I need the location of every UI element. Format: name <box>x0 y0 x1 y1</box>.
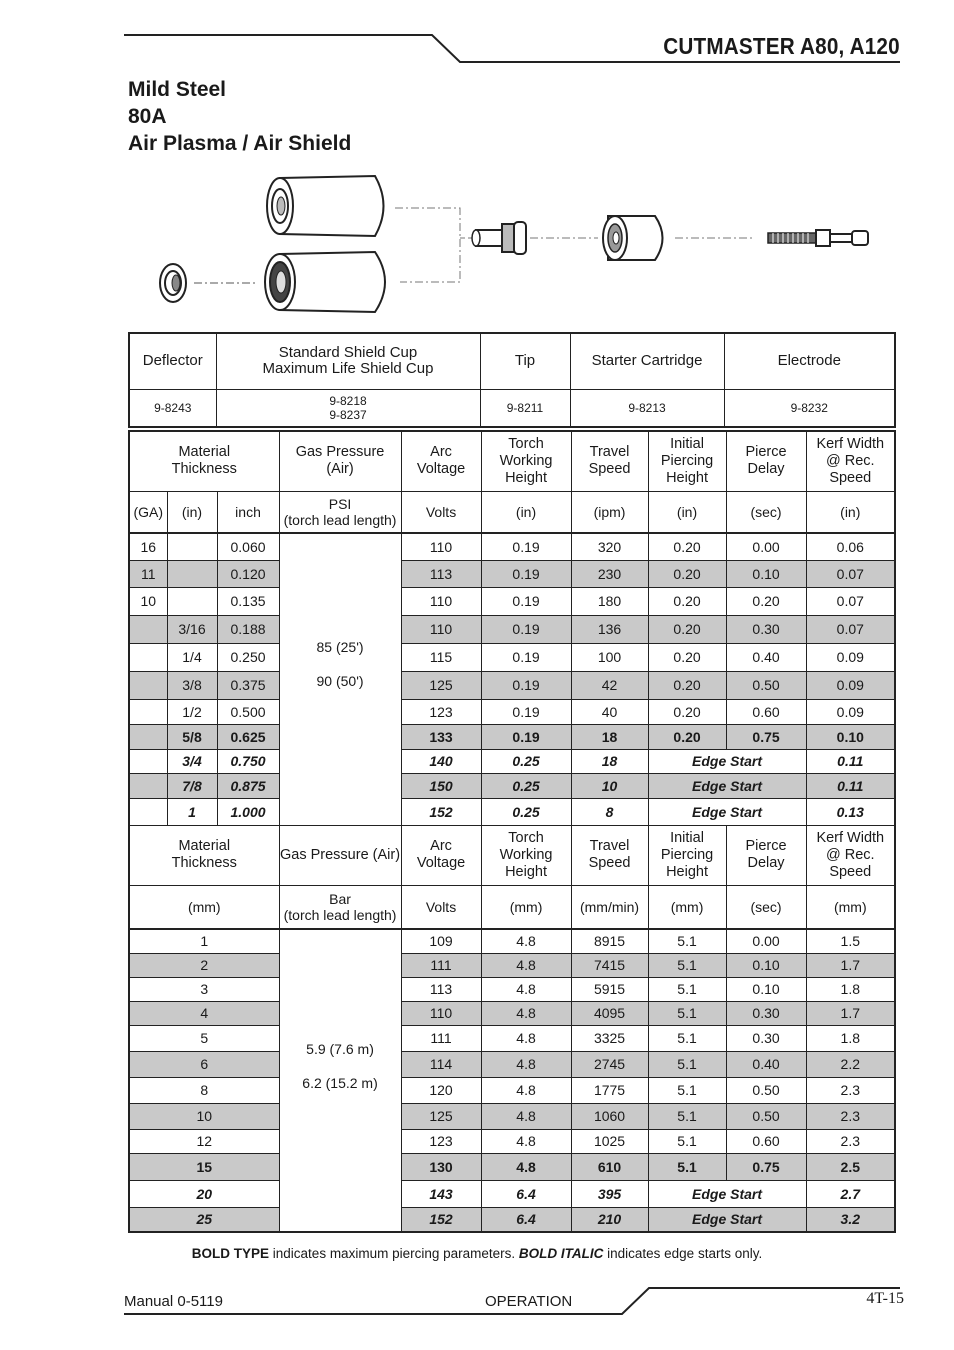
unit-kerf-metric: (mm) <box>806 885 895 929</box>
table-cell: 4.8 <box>481 929 571 953</box>
table-cell: 0.20 <box>648 533 726 560</box>
table-cell <box>129 798 167 825</box>
part-label-deflector: Deflector <box>129 333 216 389</box>
table-cell: 1.8 <box>806 1025 895 1051</box>
manual-title: CUTMASTER A80, A120 <box>663 33 900 59</box>
part-label-electrode: Electrode <box>724 333 895 389</box>
electrode-drawing <box>768 230 868 246</box>
table-cell: 5.1 <box>648 1129 726 1153</box>
gas-value: 85 (25') <box>316 639 364 656</box>
table-cell: 11 <box>129 560 167 587</box>
hdr-pierce-delay-metric: Pierce Delay <box>726 825 806 885</box>
table-cell: 1 <box>167 798 217 825</box>
table-cell: 5 <box>129 1025 279 1051</box>
section-name: OPERATION <box>485 1293 573 1310</box>
table-cell: 0.750 <box>217 749 279 773</box>
hdr-pierce-delay: Pierce Delay <box>726 431 806 491</box>
table-cell: 0.875 <box>217 773 279 798</box>
table-cell: 0.188 <box>217 615 279 643</box>
table-cell: 15 <box>129 1153 279 1180</box>
table-cell: 0.75 <box>726 1153 806 1180</box>
unit-bar: Bar (torch lead length) <box>279 885 401 929</box>
table-cell <box>167 533 217 560</box>
table-cell: 0.625 <box>217 724 279 749</box>
table-cell: 133 <box>401 724 481 749</box>
hdr-gas-pressure-metric: Gas Pressure (Air) <box>279 825 401 885</box>
table-cell: 5.1 <box>648 929 726 953</box>
table-cell: 2.3 <box>806 1129 895 1153</box>
table-cell <box>129 643 167 671</box>
table-cell: 0.10 <box>726 953 806 977</box>
page-heading <box>128 76 351 157</box>
metric-row <box>129 1051 895 1077</box>
table-cell: 0.40 <box>726 643 806 671</box>
table-cell: 4.8 <box>481 977 571 1001</box>
metric-section <box>129 825 895 929</box>
table-cell: 0.40 <box>726 1051 806 1077</box>
table-cell: 3/16 <box>167 615 217 643</box>
table-cell: 0.20 <box>648 699 726 724</box>
table-cell: 5.1 <box>648 1001 726 1025</box>
imperial-row <box>129 699 895 724</box>
table-cell: Edge Start <box>648 749 806 773</box>
table-cell: 2.3 <box>806 1103 895 1129</box>
table-cell: 1060 <box>571 1103 648 1129</box>
table-cell <box>129 671 167 699</box>
table-cell: 5.1 <box>648 1077 726 1103</box>
table-cell: 110 <box>401 587 481 615</box>
table-cell: 1.7 <box>806 953 895 977</box>
table-cell: 4.8 <box>481 1025 571 1051</box>
table-cell: 4.8 <box>481 1077 571 1103</box>
table-cell: 0.10 <box>806 724 895 749</box>
unit-volts: Volts <box>401 491 481 533</box>
metric-row <box>129 1129 895 1153</box>
table-cell: 4.8 <box>481 1001 571 1025</box>
hdr-kerf-width-metric: Kerf Width @ Rec. Speed <box>806 825 895 885</box>
tip-drawing <box>472 222 598 254</box>
part-label-starter-cartridge: Starter Cartridge <box>570 333 724 389</box>
table-cell: 0.135 <box>217 587 279 615</box>
table-cell <box>167 560 217 587</box>
table-cell: 0.11 <box>806 773 895 798</box>
unit-height-metric: (mm) <box>481 885 571 929</box>
table-cell: 6 <box>129 1051 279 1077</box>
table-cell: 3 <box>129 977 279 1001</box>
table-cell: 4.8 <box>481 953 571 977</box>
table-cell: 1.5 <box>806 929 895 953</box>
table-cell: 0.20 <box>648 643 726 671</box>
table-cell: 5.1 <box>648 953 726 977</box>
heading-amperage: 80A <box>128 105 167 128</box>
table-cell: 8 <box>129 1077 279 1103</box>
table-cell: 7/8 <box>167 773 217 798</box>
table-cell: 2.7 <box>806 1180 895 1207</box>
table-cell: 10 <box>571 773 648 798</box>
table-cell: 1/4 <box>167 643 217 671</box>
gas-pressure-psi-values <box>279 533 401 825</box>
gas-value: 6.2 (15.2 m) <box>302 1074 378 1091</box>
table-cell: 115 <box>401 643 481 671</box>
table-cell: Edge Start <box>648 773 806 798</box>
table-cell: 0.60 <box>726 699 806 724</box>
table-cell: 0.10 <box>726 977 806 1001</box>
table-cell: 0.25 <box>481 749 571 773</box>
part-number-tip: 9-8211 <box>480 389 570 427</box>
table-cell <box>129 724 167 749</box>
table-cell: 210 <box>571 1207 648 1232</box>
table-cell: 1775 <box>571 1077 648 1103</box>
table-cell: 123 <box>401 1129 481 1153</box>
table-cell: 3325 <box>571 1025 648 1051</box>
table-cell: 0.19 <box>481 533 571 560</box>
consumable-parts-illustration <box>150 168 890 318</box>
unit-kerf: (in) <box>806 491 895 533</box>
imperial-rows <box>129 533 895 825</box>
table-cell: 2 <box>129 953 279 977</box>
table-cell: Edge Start <box>648 1207 806 1232</box>
table-cell: 0.25 <box>481 773 571 798</box>
table-cell: 0.120 <box>217 560 279 587</box>
imperial-row <box>129 749 895 773</box>
page-number: 4T-15 <box>866 1290 904 1307</box>
table-cell: 0.07 <box>806 615 895 643</box>
table-cell: 1.000 <box>217 798 279 825</box>
table-cell: 0.20 <box>648 615 726 643</box>
imperial-row <box>129 533 895 560</box>
max-life-shield-cup-drawing <box>265 252 385 312</box>
metric-row <box>129 1153 895 1180</box>
table-cell: 4.8 <box>481 1129 571 1153</box>
table-cell: Edge Start <box>648 798 806 825</box>
table-cell: 0.20 <box>726 587 806 615</box>
table-cell: 0.30 <box>726 615 806 643</box>
table-cell: 4.8 <box>481 1051 571 1077</box>
table-cell: 0.19 <box>481 587 571 615</box>
table-cell: 2.5 <box>806 1153 895 1180</box>
table-cell: 125 <box>401 671 481 699</box>
table-cell: 40 <box>571 699 648 724</box>
metric-row <box>129 1180 895 1207</box>
hdr-material-thickness-metric: Material Thickness <box>129 825 279 885</box>
table-cell: 0.50 <box>726 1103 806 1129</box>
metric-row <box>129 953 895 977</box>
table-cell: 10 <box>129 1103 279 1129</box>
table-cell: 150 <box>401 773 481 798</box>
unit-volts-metric: Volts <box>401 885 481 929</box>
table-cell: 1.8 <box>806 977 895 1001</box>
table-cell: 110 <box>401 615 481 643</box>
manual-number: Manual 0-5119 <box>124 1293 223 1310</box>
table-cell: 0.75 <box>726 724 806 749</box>
table-cell: 16 <box>129 533 167 560</box>
hdr-gas-pressure: Gas Pressure (Air) <box>279 431 401 491</box>
table-cell: 0.10 <box>726 560 806 587</box>
table-cell: 110 <box>401 533 481 560</box>
metric-row <box>129 1077 895 1103</box>
table-cell: 0.19 <box>481 615 571 643</box>
table-cell: 7415 <box>571 953 648 977</box>
table-cell: 152 <box>401 1207 481 1232</box>
part-number-deflector: 9-8243 <box>129 389 216 427</box>
table-cell: 0.19 <box>481 560 571 587</box>
table-cell: 8 <box>571 798 648 825</box>
table-cell: 320 <box>571 533 648 560</box>
metric-rows <box>129 929 895 1232</box>
imperial-row <box>129 560 895 587</box>
imperial-section <box>129 431 895 533</box>
hdr-travel-speed: Travel Speed <box>571 431 648 491</box>
table-cell: 230 <box>571 560 648 587</box>
table-cell: 140 <box>401 749 481 773</box>
table-cell: 136 <box>571 615 648 643</box>
table-cell: 0.00 <box>726 533 806 560</box>
table-cell: 0.06 <box>806 533 895 560</box>
table-cell: 18 <box>571 749 648 773</box>
table-cell: 4095 <box>571 1001 648 1025</box>
table-cell: 6.4 <box>481 1207 571 1232</box>
hdr-arc-voltage: Arc Voltage <box>401 431 481 491</box>
table-cell: 110 <box>401 1001 481 1025</box>
hdr-initial-piercing-height-metric: Initial Piercing Height <box>648 825 726 885</box>
deflector-drawing <box>160 264 258 302</box>
table-cell: 120 <box>401 1077 481 1103</box>
unit-mm: (mm) <box>129 885 279 929</box>
table-cell: 0.13 <box>806 798 895 825</box>
table-cell: 5.1 <box>648 1153 726 1180</box>
imperial-row <box>129 643 895 671</box>
table-cell: 0.30 <box>726 1001 806 1025</box>
table-cell: 1 <box>129 929 279 953</box>
table-cell: 0.09 <box>806 699 895 724</box>
hdr-arc-voltage-metric: Arc Voltage <box>401 825 481 885</box>
part-label-tip: Tip <box>480 333 570 389</box>
hdr-material-thickness: Material Thickness <box>129 431 279 491</box>
table-cell: 610 <box>571 1153 648 1180</box>
table-cell: 0.20 <box>648 587 726 615</box>
table-cell: 111 <box>401 1025 481 1051</box>
table-cell: 114 <box>401 1051 481 1077</box>
imperial-row <box>129 587 895 615</box>
table-cell: Edge Start <box>648 1180 806 1207</box>
gas-pressure-bar-values <box>279 929 401 1232</box>
table-cell: 4.8 <box>481 1153 571 1180</box>
table-cell: 125 <box>401 1103 481 1129</box>
unit-initial-height-metric: (mm) <box>648 885 726 929</box>
imperial-row <box>129 671 895 699</box>
unit-height: (in) <box>481 491 571 533</box>
table-cell: 3.2 <box>806 1207 895 1232</box>
table-cell: 113 <box>401 560 481 587</box>
table-cell: 20 <box>129 1180 279 1207</box>
imperial-row <box>129 724 895 749</box>
table-cell: 5.1 <box>648 977 726 1001</box>
hdr-torch-working-height-metric: Torch Working Height <box>481 825 571 885</box>
consumable-parts-table <box>128 332 896 428</box>
table-cell: 0.19 <box>481 699 571 724</box>
table-cell: 0.25 <box>481 798 571 825</box>
table-cell: 5/8 <box>167 724 217 749</box>
imperial-row <box>129 798 895 825</box>
metric-row <box>129 1103 895 1129</box>
table-cell: 3/4 <box>167 749 217 773</box>
table-cell: 180 <box>571 587 648 615</box>
table-cell: 6.4 <box>481 1180 571 1207</box>
table-cell: 3/8 <box>167 671 217 699</box>
table-cell: 0.09 <box>806 671 895 699</box>
table-cell: 395 <box>571 1180 648 1207</box>
table-cell: 0.20 <box>648 724 726 749</box>
table-cell: 1/2 <box>167 699 217 724</box>
hdr-torch-working-height: Torch Working Height <box>481 431 571 491</box>
table-cell: 0.50 <box>726 671 806 699</box>
table-cell: 5.1 <box>648 1051 726 1077</box>
unit-ga: (GA) <box>129 491 167 533</box>
metric-row <box>129 1001 895 1025</box>
unit-speed-metric: (mm/min) <box>571 885 648 929</box>
unit-delay: (sec) <box>726 491 806 533</box>
table-cell: 109 <box>401 929 481 953</box>
unit-initial-height: (in) <box>648 491 726 533</box>
table-cell: 2.3 <box>806 1077 895 1103</box>
standard-shield-cup-drawing <box>267 176 384 236</box>
table-cell: 12 <box>129 1129 279 1153</box>
hdr-travel-speed-metric: Travel Speed <box>571 825 648 885</box>
table-cell: 0.250 <box>217 643 279 671</box>
unit-speed: (ipm) <box>571 491 648 533</box>
footnote: BOLD TYPE indicates maximum piercing parameters. BOLD ITALIC indicates edge starts only. <box>191 1246 763 1261</box>
table-cell: 4 <box>129 1001 279 1025</box>
metric-row <box>129 1207 895 1232</box>
imperial-row <box>129 773 895 798</box>
starter-cartridge-drawing <box>603 216 755 260</box>
table-cell: 113 <box>401 977 481 1001</box>
table-cell: 10 <box>129 587 167 615</box>
table-cell: 0.19 <box>481 643 571 671</box>
table-cell <box>129 699 167 724</box>
table-cell: 1.7 <box>806 1001 895 1025</box>
hdr-kerf-width: Kerf Width @ Rec. Speed <box>806 431 895 491</box>
table-cell: 0.11 <box>806 749 895 773</box>
table-cell: 25 <box>129 1207 279 1232</box>
table-cell: 0.09 <box>806 643 895 671</box>
table-cell: 1025 <box>571 1129 648 1153</box>
hdr-initial-piercing-height: Initial Piercing Height <box>648 431 726 491</box>
table-cell: 0.19 <box>481 671 571 699</box>
metric-row <box>129 1025 895 1051</box>
table-cell: 0.60 <box>726 1129 806 1153</box>
table-cell: 4.8 <box>481 1103 571 1129</box>
unit-psi: PSI (torch lead length) <box>279 491 401 533</box>
table-cell <box>129 749 167 773</box>
table-cell: 100 <box>571 643 648 671</box>
table-cell: 5.1 <box>648 1025 726 1051</box>
table-cell: 0.20 <box>648 560 726 587</box>
table-cell <box>167 587 217 615</box>
table-cell: 0.07 <box>806 587 895 615</box>
unit-in: (in) <box>167 491 217 533</box>
table-cell: 0.07 <box>806 560 895 587</box>
table-cell: 0.30 <box>726 1025 806 1051</box>
part-number-electrode: 9-8232 <box>724 389 895 427</box>
table-cell <box>129 615 167 643</box>
part-label-shield-cups: Standard Shield Cup Maximum Life Shield Cup <box>216 333 480 389</box>
table-cell: 0.060 <box>217 533 279 560</box>
part-number-starter-cartridge: 9-8213 <box>570 389 724 427</box>
table-cell: 130 <box>401 1153 481 1180</box>
unit-delay-metric: (sec) <box>726 885 806 929</box>
table-cell: 8915 <box>571 929 648 953</box>
metric-row <box>129 929 895 953</box>
metric-row <box>129 977 895 1001</box>
unit-inch: inch <box>217 491 279 533</box>
cutting-parameters-table <box>128 430 896 1233</box>
part-number-shield-cups: 9-8218 9-8237 <box>216 389 480 427</box>
table-cell: 111 <box>401 953 481 977</box>
table-cell: 143 <box>401 1180 481 1207</box>
gas-value: 5.9 (7.6 m) <box>306 1040 374 1057</box>
table-cell: 5.1 <box>648 1103 726 1129</box>
gas-value: 90 (50') <box>316 673 364 690</box>
table-cell: 0.375 <box>217 671 279 699</box>
table-cell: 0.500 <box>217 699 279 724</box>
heading-gas: Air Plasma / Air Shield <box>128 132 352 155</box>
table-cell: 42 <box>571 671 648 699</box>
table-cell: 0.20 <box>648 671 726 699</box>
table-cell: 2745 <box>571 1051 648 1077</box>
table-cell <box>129 773 167 798</box>
table-cell: 0.50 <box>726 1077 806 1103</box>
table-cell: 0.19 <box>481 724 571 749</box>
table-cell: 152 <box>401 798 481 825</box>
table-cell: 123 <box>401 699 481 724</box>
table-cell: 18 <box>571 724 648 749</box>
heading-material: Mild Steel <box>128 78 227 101</box>
table-cell: 5915 <box>571 977 648 1001</box>
imperial-row <box>129 615 895 643</box>
table-cell: 2.2 <box>806 1051 895 1077</box>
table-cell: 0.00 <box>726 929 806 953</box>
